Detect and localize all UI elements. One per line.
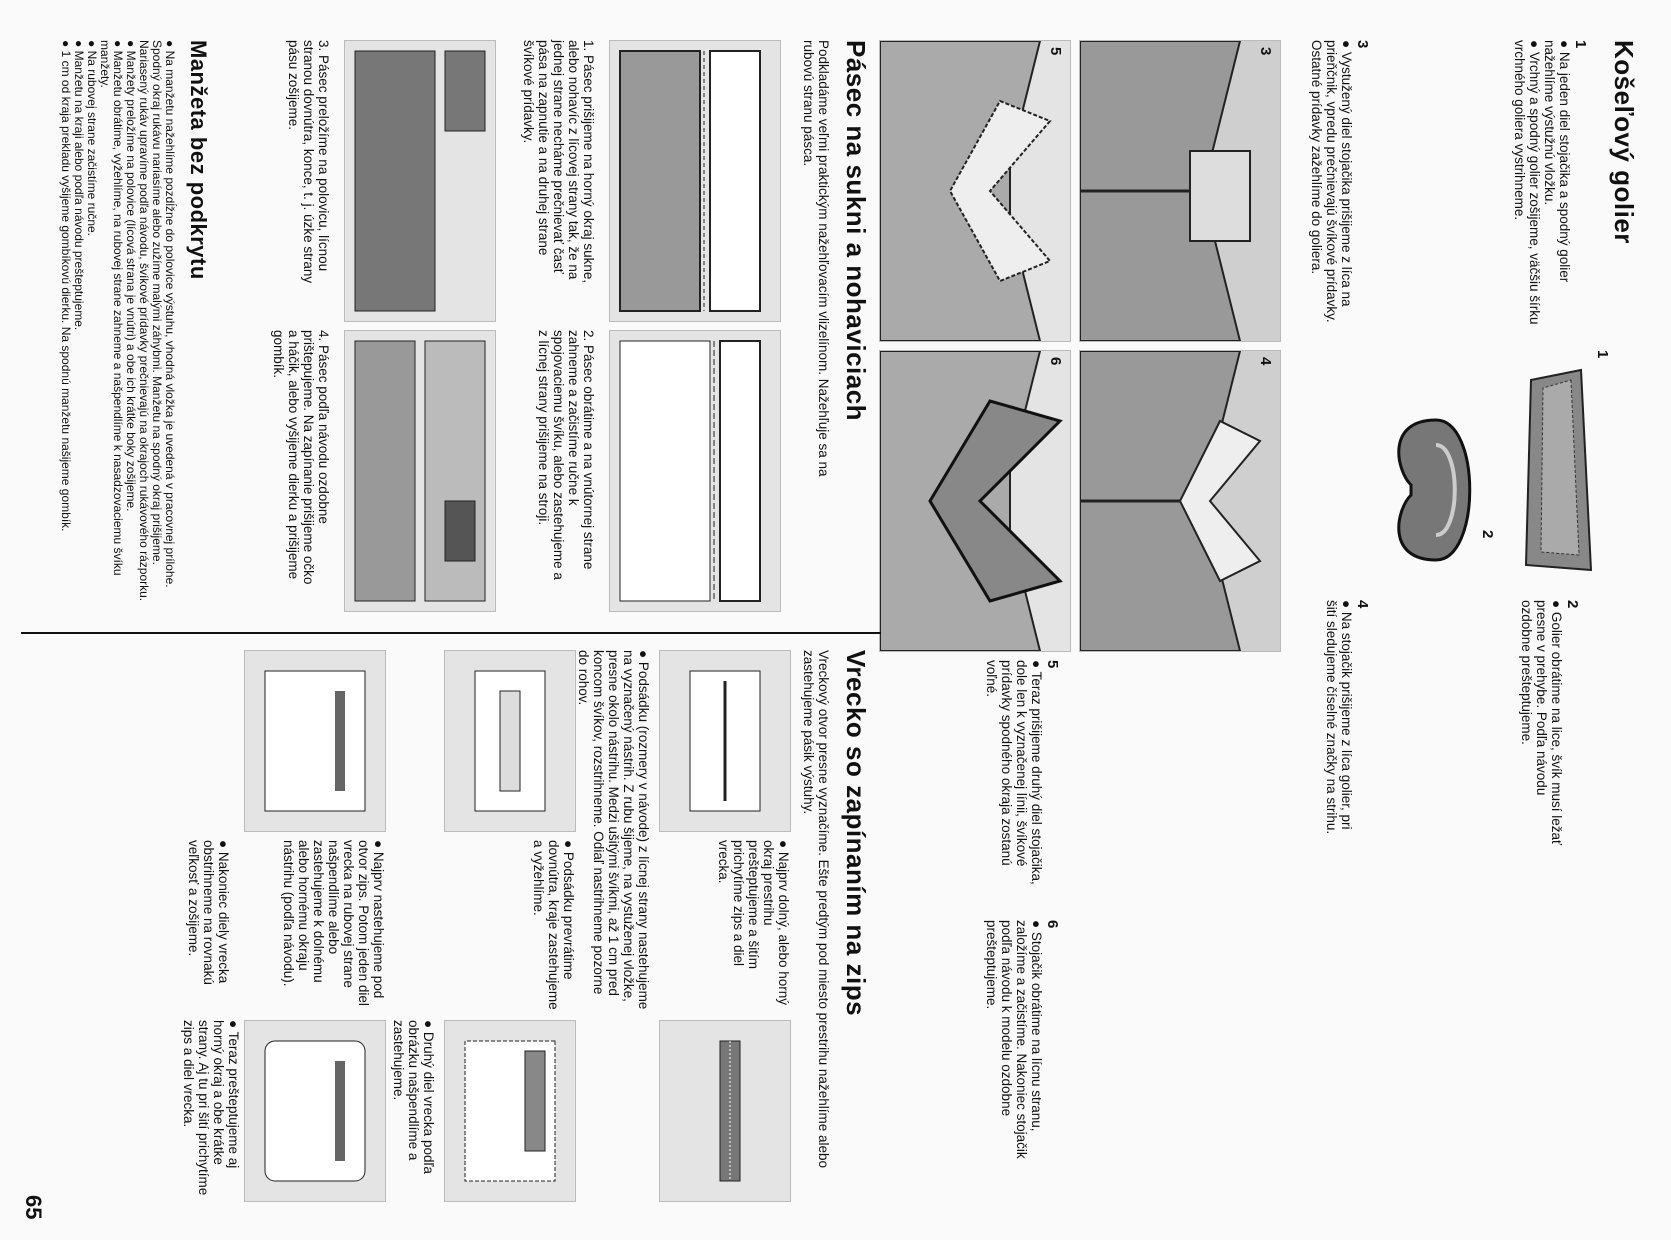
neckline-collar-illustration [1080,351,1280,651]
waistband-step-4: 4. Pásec podľa návodu ozdobne prištepujeme. Na zapínanie prišijeme očko a háčik, alebo vyšijeme dierku a prišijeme gombík. [271,330,331,585]
cuff-title: Manžeta bez podkrytu [186,40,211,280]
collar-step-4 [1324,600,1371,850]
step-text: ● Na jeden diel stojačika a spodný golier nažehlíme výstužnú vložku. [1542,40,1572,283]
figure-label: 4 [1257,357,1274,366]
neckline-illustration [1080,41,1280,341]
cuff-step-5: ● Manžetu na kraji alebo podľa návodu prešteptujeme. [72,40,86,331]
pocket-figure-4 [444,1020,576,1202]
collar-step-2 [1519,600,1581,850]
collar-figure-6 [879,350,1071,652]
round-collar-illustration [1366,400,1496,580]
figure-label: 6 [1047,357,1064,366]
cuff-steps [59,40,176,620]
stand-sewing-illustration [880,41,1070,341]
waistband-figure-1 [609,40,781,322]
pocket-step-5: ● Teraz prešteptujeme aj horný okraj a obe krátke strany. Aj tu pri šití prichytíme zips a diel vrecka. [181,1020,241,1196]
pocket-intro: Vreckový otvor presne vyznačíme. Ešte predtým pod miesto prestrihu nažehlíme alebo zastehujeme pásik výstuhy. [801,650,831,1168]
waistband-fold-illustration [610,331,780,611]
figure-label: 1 [1594,350,1611,359]
waistband-ends-illustration [345,41,495,321]
cuff-step-3: ● Manžetu obrátime, vyžehlíme, na rubovej strane zahneme a našpendlíme k nasadzovaciemu švíku manžety. [98,40,125,576]
collar-figure-1 [1501,350,1611,580]
collar-step-1 [1512,40,1589,330]
waistband-figure-4 [344,330,496,612]
step-text: ● Stojačik obrátime na lícnu stranu, založíme a začistíme. Nakoniec stojačik podľa návodu k modelu ozdobne prešteptujeme. [984,920,1044,1159]
waistband-attach-illustration [610,41,780,321]
collar-figure-2 [1366,400,1496,580]
waistband-step-3: 3. Pásec preložíme na polovicu, lícnou stranou dovnútra, konce, t. j. úzke strany pásu zošijeme. [286,40,331,284]
waistband-figure-2 [609,330,781,612]
step-number: 1 [1572,40,1589,49]
cuff-step-2: ● Manžety preložíme na polovice (lícová strana je vnútri) a obe ich krátke boky zošijeme. [124,40,138,512]
waistband-title: Pásec na sukni a nohaviciach [841,40,871,422]
step-text: ● Vystužený diel stojačika prišijeme z líca na prieňčnik, vpredu prečnievajú švíkové prídavky. Ostatné prídavky zažehlíme do goliera. [1309,40,1354,323]
collar-figure-4 [1079,350,1281,652]
waistband-step-1: 1. Pásec prišijeme na horný okraj sukne, alebo nohavíc z lícovej strany tak, že na jednej strane necháme prečnievať časť pása na zapnutie a na druhej strane švíkové prídavky. [521,40,596,284]
page-number: 65 [21,1195,46,1220]
pocket-step-6: ● Najprv nastehujeme pod otvor zips. Potom jeden diel vrecka na rubovej strane našpendlíme alebo zastehujeme k dolnému alebo hornému okraju nástrihu (podľa návodu). [281,840,386,1006]
pocket-figure-6 [244,1020,386,1202]
section-divider [21,632,881,634]
waistband-intro: Podkladáme veľmi praktickým nažehľovacím vlizelínom. Nažehľuje sa na rubovú stranu pásca. [801,40,831,477]
pocket-bag-illustration [445,1021,575,1201]
step-number: 5 [1044,660,1061,669]
pocket-step-7: ● Nakoniec diely vrecka obstrihneme na rovnakú veľkosť a zošijeme. [186,840,231,985]
pocket-step-1: ● Najprv dolný, alebo horný okraj prestrihu prešteptujeme a šitím prichytíme zips a diel vrecka. [716,840,791,1005]
facing-illustration [445,651,575,831]
collar-figure-3 [1079,40,1281,342]
pocket-finish-illustration [245,1021,385,1201]
step-number: 2 [1564,600,1581,609]
cuff-step-1: ● Na manžetu nažehlíme pozdĺžne do polovice výstuhu, vhodná vložka je uvedená v pracovnej prílohe. Spodný okraj rukávu nariasíme alebo zužíme malými záhybmi. Manžetu na spodný okraj prišijeme. Nariasený rukáv upravíme podľa návodu, švíkové prídavky prečnievajú na okrajoch rukávového rázporku. [137,40,177,602]
pocket-figure-1 [659,650,791,832]
cuff-step-4: ● Na rubovej strane začistíme ručne. [85,40,99,236]
pocket-step-4: ● Podsádku prevrátime dovnútra, kraje zastehujeme a vyžehlíme. [531,840,576,1010]
collar-step-6 [984,920,1061,1180]
pocket-figure-3 [444,650,576,832]
waistband-closure-illustration [345,331,495,611]
pocket-figure-5 [244,650,386,832]
step-number: 4 [1354,600,1371,609]
collar-step-3 [1309,40,1371,330]
step-text: ● Golier obrátime na lice, švík musí ležať presne v prehybe. Podľa návodu ozdobne prešteptujeme. [1519,600,1564,846]
cuff-step-6: ● 1 cm od kraja prekladu vyšijeme gombíkovú dierku. Na spodnú manžetu našijeme gombík. [59,40,73,532]
waistband-step-2: 2. Pásec obrátime a na vnútornej strane zahneme a začistíme ručne k spojovaciemu švíku, alebo zastehujeme a z lícnej strany prišijeme na stroji. [536,330,596,580]
figure-label: 5 [1047,47,1064,56]
figure-label: 3 [1257,47,1274,56]
step-text: ● Na stojačik prišijeme z líca golier, pri šití sledujeme číselné značky na strihu. [1324,600,1354,835]
collar-step-5 [984,660,1061,900]
waistband-figure-3 [344,40,496,322]
pocket-title: Vrecko so zapínaním na zips [841,650,871,1017]
collar-title: Košeľový golier [1609,40,1639,244]
step-text: ● Vrchný a spodný golier zošijeme, väčšiu šírku vrchného goliera vystrihneme. [1512,40,1542,325]
zip-attach-illustration [660,1021,790,1201]
collar-figure-5 [879,40,1071,342]
pocket-slit-illustration [660,651,790,831]
step-text: ● Teraz prišijeme druhý diel stojačika, dole len k vyznačenej línii, švíkové prídavky spodného okraja zostanú voľné. [984,660,1044,885]
pocket-step-2: ● Podsádku (rozmery v návode) z lícnej strany nastehujeme na vyznačený nástrih. Z rubu šijeme, na vystuženej vložke, presne okolo nástrihu. Medzi ušitými švíkmi, až 1 cm pred koncom švíkov, rozstrihneme. Odiaľ nastrihneme pozorne do rohov. [576,650,651,1010]
pocket-figure-2 [659,1020,791,1202]
finished-collar-illustration [880,351,1070,651]
step-number: 6 [1044,920,1061,929]
figure-label: 2 [1479,530,1496,539]
step-number: 3 [1354,40,1371,49]
collar-band-illustration [1501,350,1611,580]
pocket-zip-under-illustration [245,651,385,831]
pocket-step-3: ● Druhý diel vrecka podľa obrázku našpendlíme a zastehujeme. [391,1020,436,1174]
